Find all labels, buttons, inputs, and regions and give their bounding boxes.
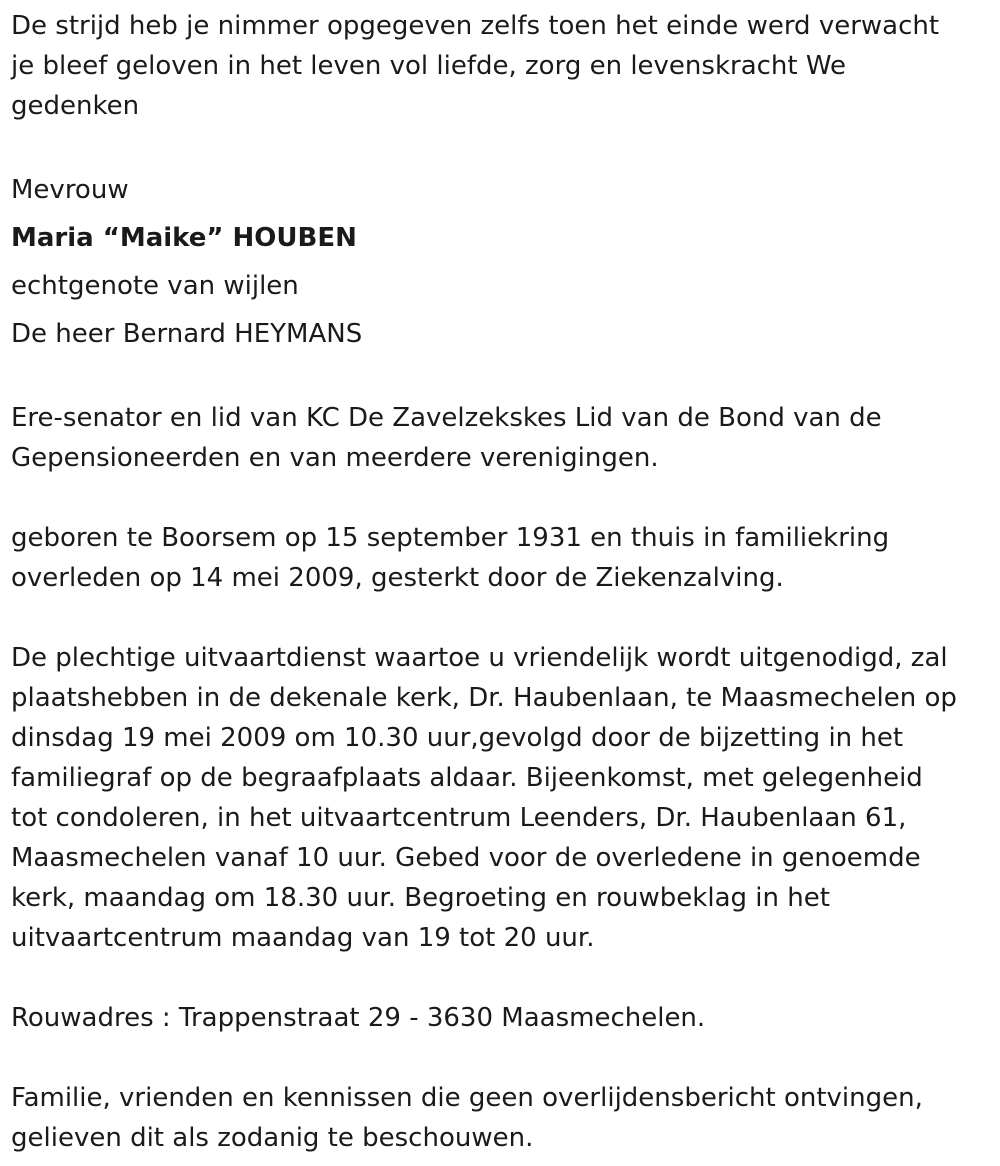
intro-line: De strijd heb je nimmer opgegeven zelfs toen het einde werd verwacht [11, 11, 940, 41]
funeral-line: Maasmechelen vanaf 10 uur. Gebed voor de overledene in genoemde [11, 843, 921, 873]
birth-death-line: geboren te Boorsem op 15 september 1931 en thuis in familiekring [11, 523, 890, 553]
funeral-line: tot condoleren, in het uitvaartcentrum Leenders, Dr. Haubenlaan 61, [11, 803, 907, 833]
funeral-paragraph [11, 638, 986, 958]
memberships-paragraph [11, 398, 986, 478]
memberships-line: Ere-senator en lid van KC De Zavelzekskes Lid van de Bond van de [11, 403, 882, 433]
deceased-name: Maria “Maike” HOUBEN [11, 223, 357, 253]
birth-death-paragraph [11, 518, 986, 598]
address-paragraph [11, 998, 986, 1038]
obituary-notice [11, 6, 986, 1158]
funeral-line: dinsdag 19 mei 2009 om 10.30 uur,gevolgd door de bijzetting in het [11, 723, 904, 753]
closing-line: Familie, vrienden en kennissen die geen overlijdensbericht ontvingen, [11, 1083, 923, 1113]
deceased-block [11, 166, 986, 358]
relation-text: echtgenote van wijlen [11, 271, 299, 301]
funeral-line: uitvaartcentrum maandag van 19 tot 20 uur. [11, 923, 595, 953]
mourning-address: Rouwadres : Trappenstraat 29 - 3630 Maasmechelen. [11, 1003, 706, 1033]
closing-paragraph [11, 1078, 986, 1158]
funeral-line: familiegraf op de begraafplaats aldaar. Bijeenkomst, met gelegenheid [11, 763, 923, 793]
spacer [11, 1038, 986, 1078]
spouse-name: De heer Bernard HEYMANS [11, 319, 363, 349]
memberships-line: Gepensioneerden en van meerdere verenigingen. [11, 443, 659, 473]
intro-verse [11, 6, 986, 126]
spacer [11, 126, 986, 166]
intro-line: je bleef geloven in het leven vol liefde, zorg en levenskracht We [11, 51, 847, 81]
funeral-line: kerk, maandag om 18.30 uur. Begroeting en rouwbeklag in het [11, 883, 830, 913]
closing-line: gelieven dit als zodanig te beschouwen. [11, 1123, 534, 1153]
spacer [11, 958, 986, 998]
funeral-line: plaatshebben in de dekenale kerk, Dr. Haubenlaan, te Maasmechelen op [11, 683, 957, 713]
spacer [11, 478, 986, 518]
intro-line: gedenken [11, 91, 140, 121]
funeral-line: De plechtige uitvaartdienst waartoe u vriendelijk wordt uitgenodigd, zal [11, 643, 948, 673]
spacer [11, 358, 986, 398]
birth-death-line: overleden op 14 mei 2009, gesterkt door de Ziekenzalving. [11, 563, 784, 593]
spacer [11, 598, 986, 638]
salutation: Mevrouw [11, 175, 129, 205]
